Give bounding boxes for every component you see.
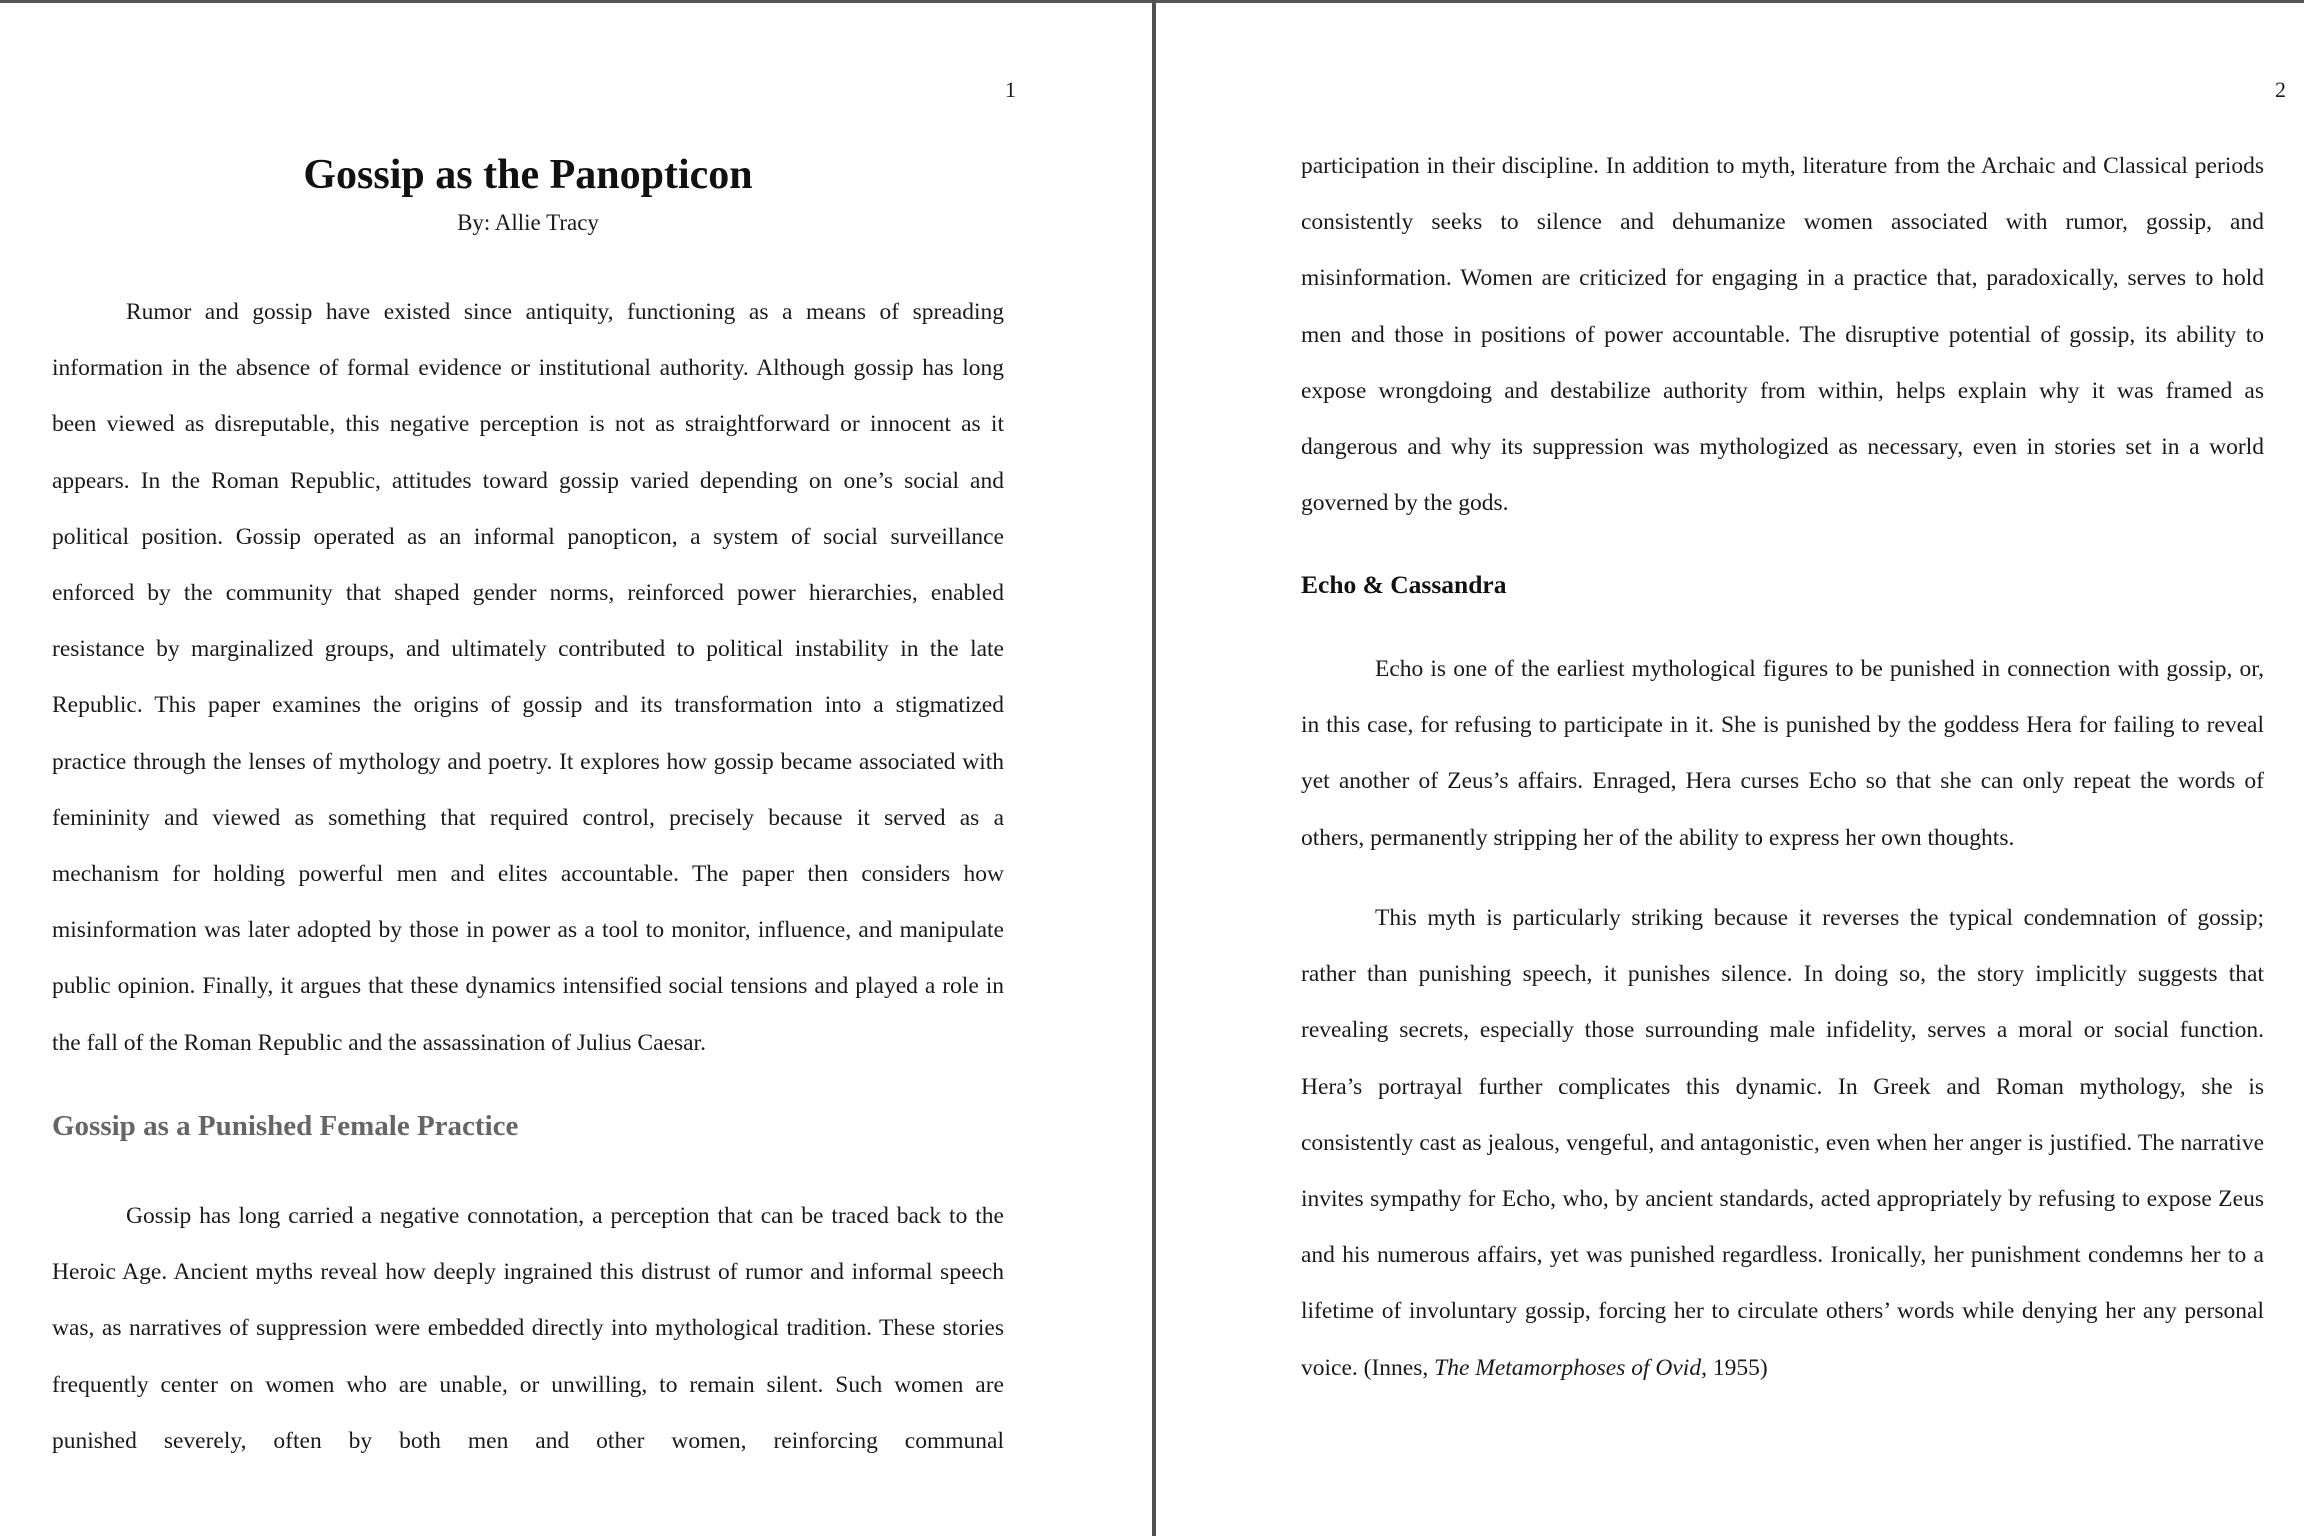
intro-paragraph: Rumor and gossip have existed since antiquity, functioning as a means of spreading information in the absence of formal evidence or institutional authority. Although gossip has long been viewed as disreputable, this negative perception is not as straightforward or innocent as it appears. In the Roman Republic, attitudes toward gossip varied depending on one’s social and political position. Gossip operated as an informal panopticon, a system of social surveillance enforced by the community that shaped gender norms, reinforced power hierarchies, enabled resistance by marginalized groups, and ultimately contributed to political instability in the late Republic. This paper examines the origins of gossip and its transformation into a stigmatized practice through the lenses of mythology and poetry. It explores how gossip became associated with femininity and viewed as something that required control, precisely because it served as a mechanism for holding powerful men and elites accountable. The paper then considers how misinformation was later adopted by those in power as a tool to monitor, influence, and manipulate public opinion. Finally, it argues that these dynamics intensified social tensions and played a role in the fall of the Roman Republic and the assassination of Julius Caesar.	[52, 299, 1004, 1056]
page-number: 2	[2275, 77, 2286, 102]
echo-paragraph-1: Echo is one of the earliest mythological figures to be punished in connection with gossip, or, in this case, for refusing to participate in it. She is punished by the goddess Hera for failing to reveal yet another of Zeus’s affairs. Enraged, Hera curses Echo so that she can only repeat the words of others, permanently stripping her of the ability to express her own thoughts.	[1301, 656, 2264, 851]
section-paragraph-gossip: Gossip has long carried a negative connotation, a perception that can be traced back to the Heroic Age. Ancient myths reveal how deeply ingrained this distrust of rumor and informal speech was, as narratives of suppression were embedded directly into mythological tradition. These stories frequently center on women who are unable, or unwilling, to remain silent. Such women are punished severely, often by both men and other women, reinforcing communal	[52, 1203, 1004, 1454]
citation-title: The Metamorphoses of Ovid,	[1434, 1354, 1707, 1381]
echo-paragraph-2-text: This myth is particularly striking because it reverses the typical condemnation of gossip; rather than punishing speech, it punishes silence. In doing so, the story implicitly suggests that revealing secrets, especially those surrounding male infidelity, serves a moral or social function. Hera’s portrayal further complicates this dynamic. In Greek and Roman mythology, she is consistently cast as jealous, vengeful, and antagonistic, even when her anger is justified. The narrative invites sympathy for Echo, who, by ancient standards, acted appropriately by refusing to expose Zeus and his numerous affairs, yet was punished regardless. Ironically, her punishment condemns her to a lifetime of involuntary gossip, forcing her to circulate others’ words while denying her any personal voice.	[1301, 905, 2264, 1381]
section-heading-gossip-punished: Gossip as a Punished Female Practice	[52, 1110, 519, 1142]
citation-close: 1955)	[1706, 1354, 1768, 1381]
echo-paragraph-2	[1301, 890, 2264, 1396]
section-heading-echo-cassandra: Echo & Cassandra	[1301, 570, 1507, 599]
document-page-2	[1156, 0, 2304, 1536]
page-number: 1	[1005, 77, 1016, 102]
document-title: Gossip as the Panopticon	[303, 152, 753, 198]
citation-open: (Innes,	[1357, 1354, 1435, 1381]
continued-paragraph: participation in their discipline. In addition to myth, literature from the Archaic and Classical periods consistently seeks to silence and dehumanize women associated with rumor, gossip, and misinformation. Women are criticized for engaging in a practice that, paradoxically, serves to hold men and those in positions of power accountable. The disruptive potential of gossip, its ability to expose wrongdoing and destabilize authority from within, helps explain why it was framed as dangerous and why its suppression was mythologized as necessary, even in stories set in a world governed by the gods.	[1301, 153, 2264, 517]
document-author: By: Allie Tracy	[457, 210, 599, 235]
